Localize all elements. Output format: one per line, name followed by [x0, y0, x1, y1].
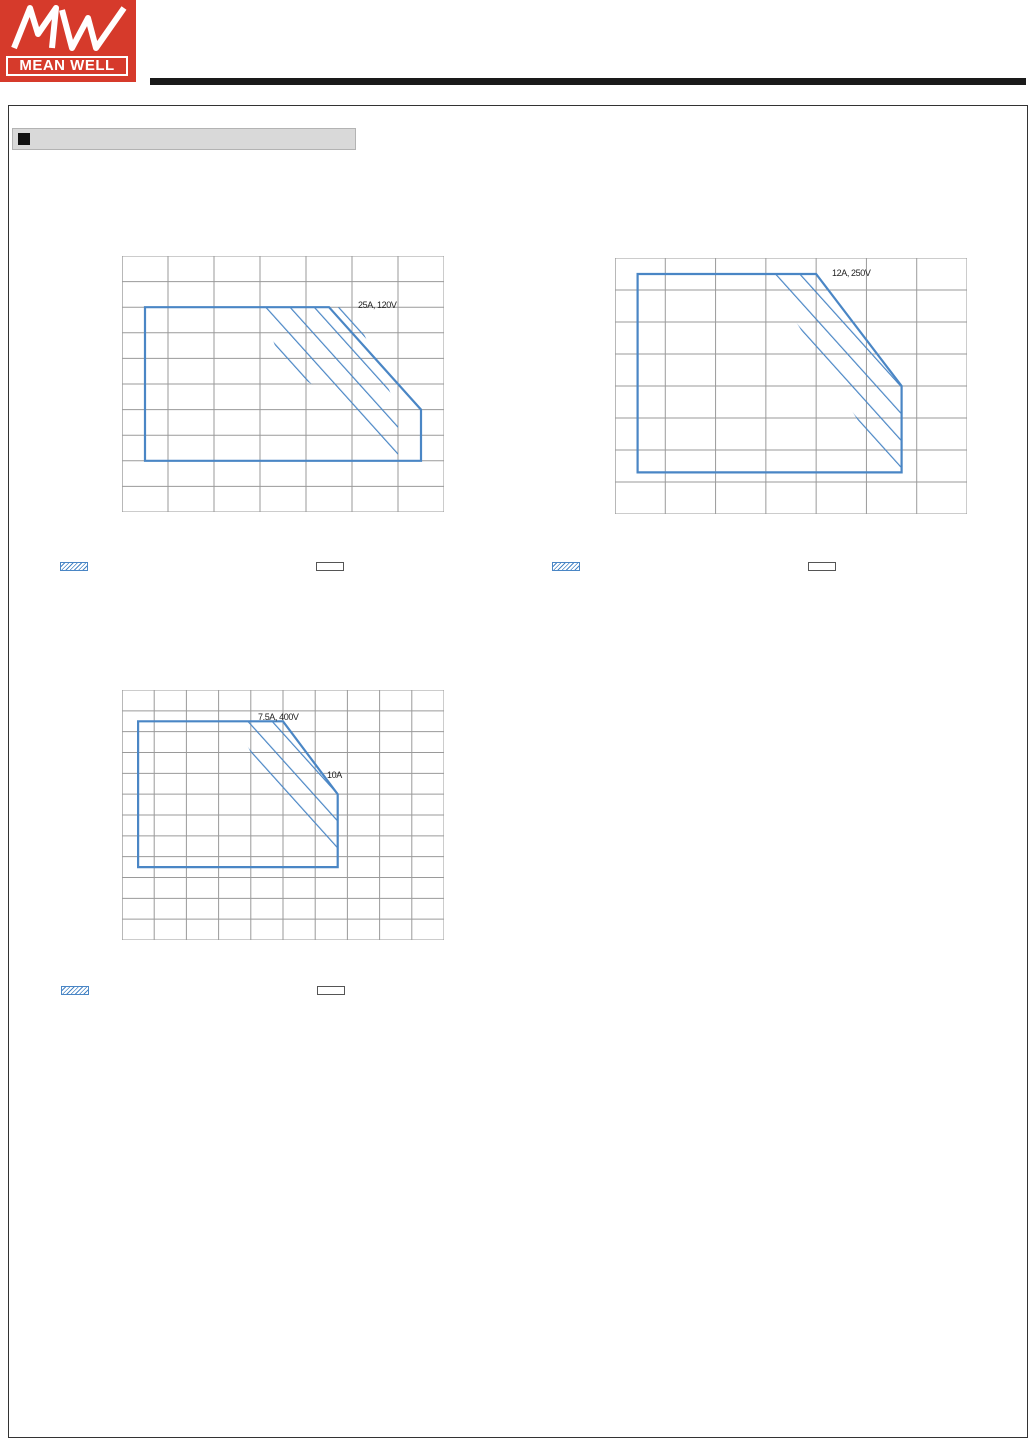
hatched-region [235, 721, 338, 856]
mw-monogram-icon [0, 0, 136, 56]
section-heading [12, 128, 356, 150]
legend-hatched-swatch-3 [61, 986, 89, 995]
legend-hatched-swatch-1 [60, 562, 88, 571]
legend-plain-swatch-3 [317, 986, 345, 995]
logo-wordmark: MEAN WELL [6, 56, 128, 76]
hatched-region [766, 274, 902, 472]
legend-hatched-swatch-2 [552, 562, 580, 571]
mean-well-logo [0, 0, 136, 82]
legend-plain-swatch-1 [316, 562, 344, 571]
section-bullet-icon [18, 133, 30, 145]
derating-chart-1 [122, 256, 444, 512]
derating-chart-3 [122, 690, 444, 940]
derating-chart-2 [615, 258, 967, 514]
point-label: 10A [327, 770, 342, 780]
legend-plain-swatch-2 [808, 562, 836, 571]
grid [122, 256, 444, 512]
point-label: 7.5A, 400V [258, 712, 299, 722]
header-rule [150, 78, 1026, 85]
point-label: 25A, 120V [358, 300, 397, 310]
point-label: 12A, 250V [832, 268, 871, 278]
